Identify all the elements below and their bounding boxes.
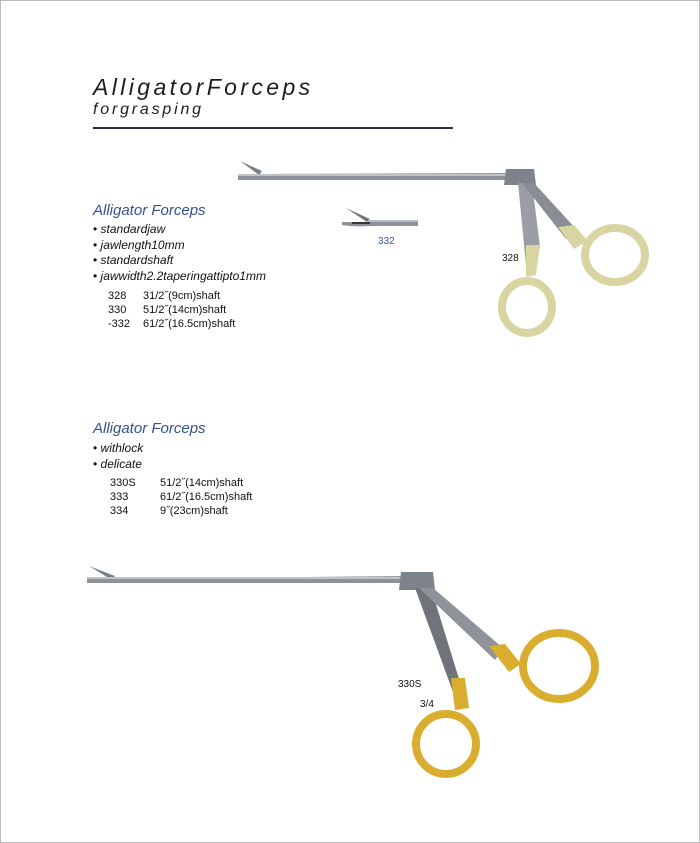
section1-spec-table bbox=[108, 289, 235, 331]
spec-row bbox=[108, 317, 235, 331]
spec-row bbox=[110, 490, 252, 504]
catalog-number: 330S bbox=[110, 477, 136, 489]
list-item: • delicate bbox=[93, 457, 143, 473]
spec-row bbox=[110, 504, 252, 518]
forceps-328-illustration bbox=[236, 155, 676, 345]
image-label-330S: 330S bbox=[398, 679, 422, 690]
catalog-number: -332 bbox=[108, 318, 131, 330]
spec-row bbox=[108, 303, 235, 317]
list-item: • standardjaw bbox=[93, 222, 266, 238]
detail-label-332: 332 bbox=[378, 236, 395, 247]
spec-row bbox=[108, 289, 235, 303]
title-underline bbox=[93, 127, 453, 129]
list-item: • standardshaft bbox=[93, 253, 266, 269]
forceps-330S-illustration bbox=[85, 560, 605, 820]
catalog-number: 333 bbox=[110, 491, 129, 503]
shaft-length: 51/2˝(14cm)shaft bbox=[160, 477, 244, 489]
spec-row bbox=[110, 476, 252, 490]
page-title: AlligatorForceps bbox=[93, 74, 314, 100]
section1-title: Alligator Forceps bbox=[93, 202, 206, 219]
scale-label: 3/4 bbox=[420, 699, 434, 710]
shaft-length: 61/2˝(16.5cm)shaft bbox=[160, 491, 253, 503]
list-item: • jawwidth2.2taperingattipto1mm bbox=[93, 269, 266, 285]
catalog-number: 328 bbox=[108, 290, 127, 302]
catalog-number: 334 bbox=[110, 505, 129, 517]
shaft-length: 9˝(23cm)shaft bbox=[160, 505, 228, 517]
shaft-length: 31/2˝(9cm)shaft bbox=[143, 290, 221, 302]
section2-spec-table bbox=[110, 476, 252, 518]
list-item: • withlock bbox=[93, 441, 143, 457]
list-item: • jawlength10mm bbox=[93, 238, 266, 254]
shaft-length: 51/2˝(14cm)shaft bbox=[143, 304, 227, 316]
catalog-number: 330 bbox=[108, 304, 127, 316]
image-label-328: 328 bbox=[502, 253, 519, 264]
shaft-length: 61/2˝(16.5cm)shaft bbox=[143, 318, 236, 330]
section2-title: Alligator Forceps bbox=[93, 420, 206, 437]
page-subtitle: forgrasping bbox=[93, 101, 204, 118]
section2-feature-list bbox=[93, 441, 143, 472]
